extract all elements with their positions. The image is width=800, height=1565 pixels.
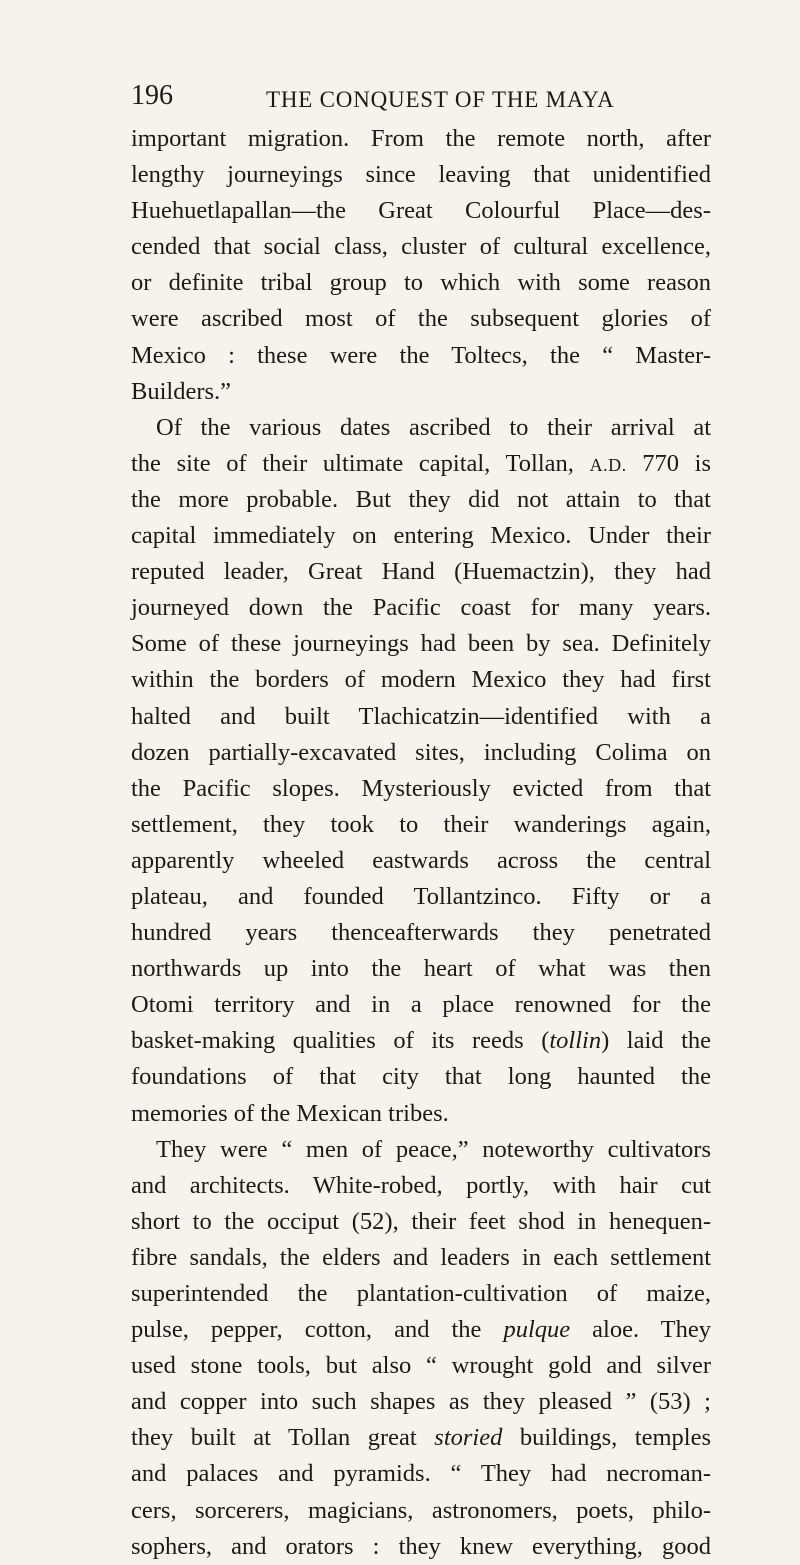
italic-term: tollin — [549, 1027, 602, 1055]
page-number: 196 — [131, 80, 173, 111]
text-segment: pulse, pepper, cotton, and the — [131, 1316, 504, 1344]
text-segment: aloe. They — [570, 1316, 712, 1344]
text-line: settlement, they took to their wanderings again, — [131, 810, 711, 838]
text-line: important migration. From the remote north, after — [131, 125, 711, 152]
text-line: hundred years thenceafterwards they penetrated — [131, 919, 711, 947]
text-segment: buildings, temples — [502, 1424, 711, 1452]
body-text — [131, 121, 711, 1565]
text-line: Some of these journeyings had been by sea. Definitely — [131, 630, 711, 658]
text-line: and palaces and pyramids. “ They had necroman- — [131, 1460, 711, 1488]
italic-term: pulque — [503, 1316, 571, 1344]
text-line: short to the occiput (52), their feet shod in henequen- — [131, 1207, 711, 1235]
text-line: reputed leader, Great Hand (Huemactzin), they had — [131, 558, 711, 586]
text-line: dozen partially-excavated sites, including Colima on — [131, 738, 711, 766]
text-segment: they built at Tollan great — [131, 1424, 435, 1452]
text-line: cended that social class, cluster of cultural excellence, — [131, 233, 711, 261]
text-line: or definite tribal group to which with some reason — [131, 269, 711, 297]
text-segment: basket-making qualities of its reeds ( — [131, 1027, 550, 1055]
text-line: Otomi territory and in a place renowned for the — [131, 991, 711, 1019]
italic-term: storied — [434, 1424, 503, 1452]
text-line: the more probable. But they did not attain to that — [131, 485, 711, 513]
running-title: THE CONQUEST OF THE MAYA — [266, 87, 615, 112]
text-line: capital immediately on entering Mexico. Under their — [131, 522, 711, 550]
text-line — [131, 1420, 711, 1456]
text-line: plateau, and founded Tollantzinco. Fifty or a — [131, 882, 711, 910]
text-line: journeyed down the Pacific coast for many years. — [131, 594, 711, 622]
text-line: memories of the Mexican tribes. — [131, 1099, 449, 1127]
text-segment: the site of their ultimate capital, Tollan, — [131, 449, 590, 477]
text-line: Builders.” — [131, 377, 232, 405]
text-line: They were “ men of peace,” noteworthy cultivators — [156, 1135, 711, 1163]
text-line: cers, sorcerers, magicians, astronomers, poets, philo- — [131, 1496, 711, 1524]
text-line: foundations of that city that long haunted the — [131, 1063, 711, 1091]
text-line: apparently wheeled eastwards across the central — [131, 846, 711, 874]
text-line: Of the various dates ascribed to their arrival at — [156, 413, 711, 441]
text-line: Huehuetlapallan—the Great Colourful Place—des- — [131, 197, 711, 225]
text-line: used stone tools, but also “ wrought gold and silver — [131, 1352, 711, 1380]
text-line: within the borders of modern Mexico they had first — [131, 666, 711, 694]
text-line: the Pacific slopes. Mysteriously evicted from that — [131, 774, 711, 802]
text-line: fibre sandals, the elders and leaders in each settlement — [131, 1243, 711, 1271]
text-line: and copper into such shapes as they pleased ” (53) ; — [131, 1388, 711, 1416]
text-line: Mexico : these were the Toltecs, the “ Master- — [131, 341, 711, 369]
text-line — [131, 446, 711, 482]
text-segment: ) laid the — [601, 1027, 712, 1055]
text-line: halted and built Tlachicatzin—identified with a — [131, 702, 711, 730]
text-line: superintended the plantation-cultivation of maize, — [131, 1280, 711, 1307]
text-line: lengthy journeyings since leaving that unidentified — [131, 161, 711, 189]
small-caps-era: A.D. — [589, 454, 627, 475]
text-line: northwards up into the heart of what was then — [131, 955, 711, 983]
running-head — [131, 80, 711, 120]
text-line: were ascribed most of the subsequent glories of — [131, 305, 711, 333]
text-segment: 770 is — [626, 449, 712, 477]
text-line — [131, 1023, 711, 1059]
text-line: and architects. White-robed, portly, with hair cut — [131, 1171, 711, 1199]
text-line — [131, 1312, 711, 1348]
text-line: sophers, and orators : they knew everything, good — [131, 1532, 711, 1560]
